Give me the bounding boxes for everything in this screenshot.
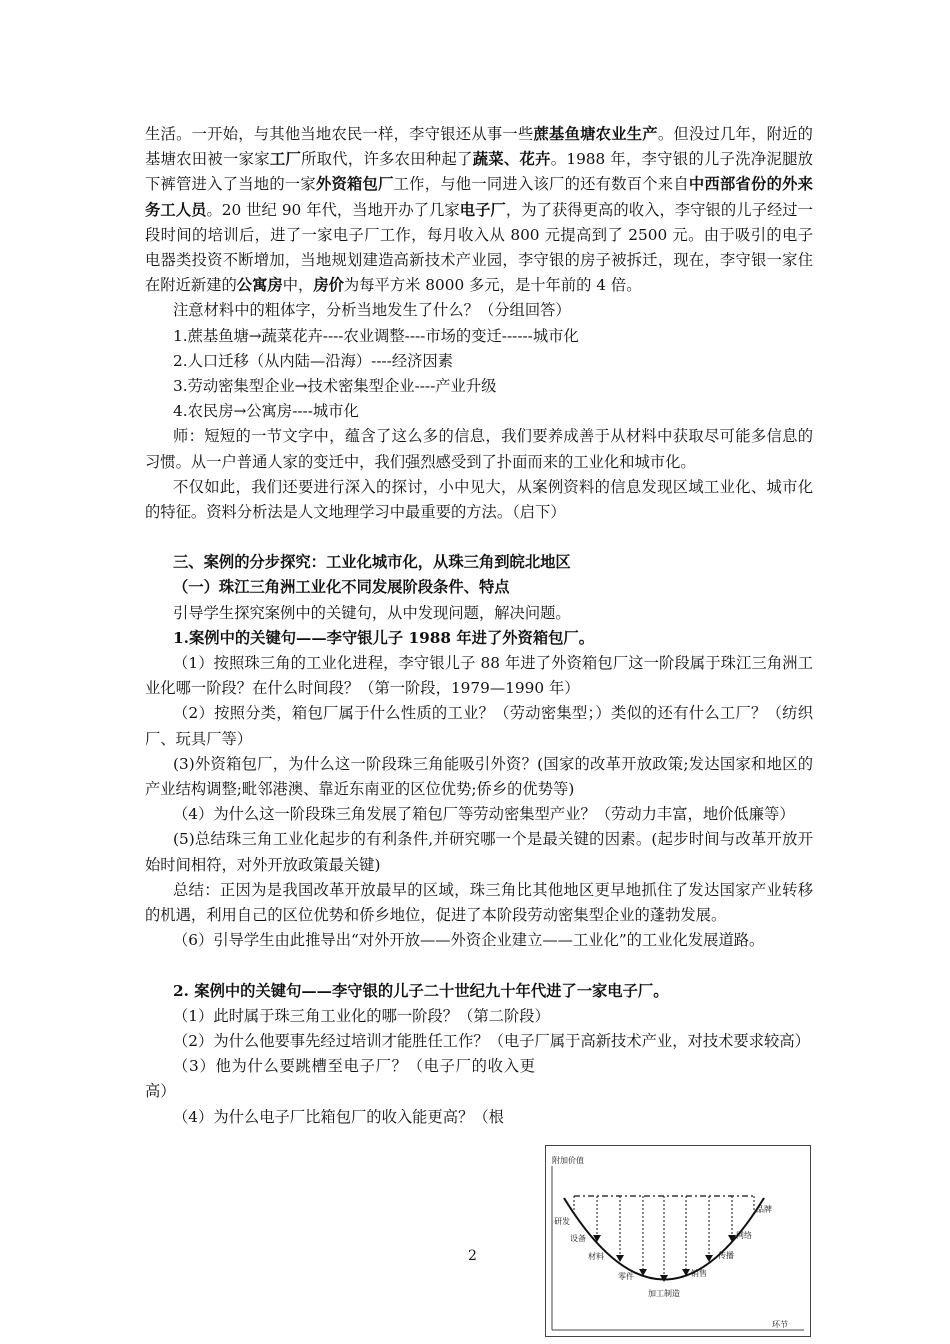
question-item: （4）为什么电子厂比箱包厂的收入能更高？（根 bbox=[173, 1107, 504, 1126]
smile-curve-figure bbox=[545, 1145, 811, 1337]
dotted-guides bbox=[574, 1196, 754, 1279]
answer-item: 2.人口迁移（从内陆—沿海）----经济因素 bbox=[173, 351, 454, 370]
label-processing: 加工制造 bbox=[648, 1289, 680, 1298]
question-item: (3)外资箱包厂，为什么这一阶段珠三角能吸引外资？(国家的改革开放政策;发达国家和地区的产业结构调整;毗邻港澳、靠近东南亚的区位优势;侨乡的优势等) bbox=[145, 754, 813, 799]
x-axis-label: 环节 bbox=[772, 1320, 788, 1329]
answer-item: 4.农民房→公寓房----城市化 bbox=[173, 402, 359, 421]
y-axis-label: 附加价值 bbox=[552, 1156, 584, 1165]
label-brand: 品牌 bbox=[756, 1205, 772, 1214]
key-sentence-heading: 2. 案例中的关键句——李守银的儿子二十世纪九十年代进了一家电子厂。 bbox=[173, 981, 669, 1000]
question-item: （6）引导学生由此推导出“对外开放——外资企业建立——工业化”的工业化发展道路。 bbox=[173, 931, 765, 950]
question-intro: 注意材料中的粗体字，分析当地发生了什么？（分组回答） bbox=[173, 301, 571, 320]
case-paragraph: 生活。一开始，与其他当地农民一样，李守银还从事一些蔗基鱼塘农业生产。但没过几年，附近的基塘农田被一家家工厂所取代，许多农田种起了蔬菜、花卉。1988 年，李守银的儿子洗净泥腿放下裤管进入了当地的一家外资箱包厂工作，与他一同进入该厂的还有数百个来自中西部省份的外来务工人员。20 世纪 90 年代，当地开办了几家电子厂，为了获得更高的收入，李守银的儿子经过一段时间的培训后，进了一家电子厂工作，每月收入从 800 元提高到了 2500 元。由于吸引的电子电器类投资不断增加，当地规划建造高新技术产业园，李守银的房子被拆迁，现在，李守银一家住在附近新建的公寓房中，房价为每平方米 8000 多元，是十年前的 4 倍。 bbox=[145, 125, 813, 295]
answer-item: 3.劳动密集型企业→技术密集型企业----产业升级 bbox=[173, 377, 497, 396]
teacher-comment: 不仅如此，我们还要进行深入的探讨，小中见大，从案例资料的信息发现区域工业化、城市化的特征。资料分析法是人文地理学习中最重要的方法。（启下） bbox=[145, 477, 813, 522]
summary-text: 总结：正因为是我国改革开放最早的区域，珠三角比其他地区更早地抓住了发达国家产业转移的机遇，利用自己的区位优势和侨乡地位，促进了本阶段劳动密集型企业的蓬勃发展。 bbox=[145, 880, 813, 925]
smile-curve bbox=[564, 1198, 764, 1280]
question-item: （2）为什么他要事先经过培训才能胜任工作？（电子厂属于高新技术产业，对技术要求较高） bbox=[173, 1031, 810, 1050]
teacher-comment: 师：短短的一节文字中，蕴含了这么多的信息，我们要养成善于从材料中获取尽可能多信息的习惯。从一户普通人家的变迁中，我们强烈感受到了扑面而来的工业化和城市化。 bbox=[145, 427, 813, 471]
question-item: （4）为什么这一阶段珠三角发展了箱包厂等劳动密集型产业？（劳动力丰富，地价低廉等） bbox=[173, 805, 795, 824]
question-item: （1）此时属于珠三角工业化的哪一阶段？（第二阶段） bbox=[173, 1006, 550, 1025]
label-equipment: 设备 bbox=[570, 1234, 586, 1243]
label-communication: 传播 bbox=[718, 1251, 734, 1260]
question-item: (5)总结珠三角工业化起步的有利条件,并研究哪一个是最关键的因素。(起步时间与改革开放开始时间相符，对外开放政策最关键) bbox=[145, 830, 813, 874]
label-network: 网络 bbox=[736, 1231, 752, 1240]
question-item: （1）按照珠三角的工业化进程，李守银儿子 88 年进了外资箱包厂这一阶段属于珠江三角洲工业化哪一阶段？在什么时间段？（第一阶段，1979—1990 年） bbox=[145, 654, 813, 698]
answer-item: 1.蔗基鱼塘→蔬菜花卉----农业调整----市场的变迁------城市化 bbox=[173, 326, 579, 345]
section-heading: 三、案例的分步探究：工业化城市化，从珠三角到皖北地区 bbox=[173, 553, 571, 572]
label-sales: 销售 bbox=[691, 1269, 707, 1278]
main-text bbox=[145, 122, 813, 1130]
guide-text: 引导学生探究案例中的关键句，从中发现问题，解决问题。 bbox=[173, 603, 571, 622]
question-item: （3）他为什么要跳槽至电子厂？（电子厂的收入更高） bbox=[145, 1057, 535, 1101]
label-rd: 研发 bbox=[554, 1217, 570, 1226]
label-materials: 材料 bbox=[588, 1252, 604, 1261]
smile-curve-diagram bbox=[546, 1146, 810, 1336]
subsection-heading: （一）珠江三角洲工业化不同发展阶段条件、特点 bbox=[173, 578, 510, 597]
key-sentence-heading: 1.案例中的关键句——李守银儿子 1988 年进了外资箱包厂。 bbox=[173, 628, 595, 647]
label-parts: 零件 bbox=[618, 1272, 634, 1281]
question-item: （2）按照分类，箱包厂属于什么性质的工业？（劳动密集型；）类似的还有什么工厂？（纺织厂、玩具厂等） bbox=[145, 704, 813, 748]
page-number: 2 bbox=[468, 1248, 477, 1264]
